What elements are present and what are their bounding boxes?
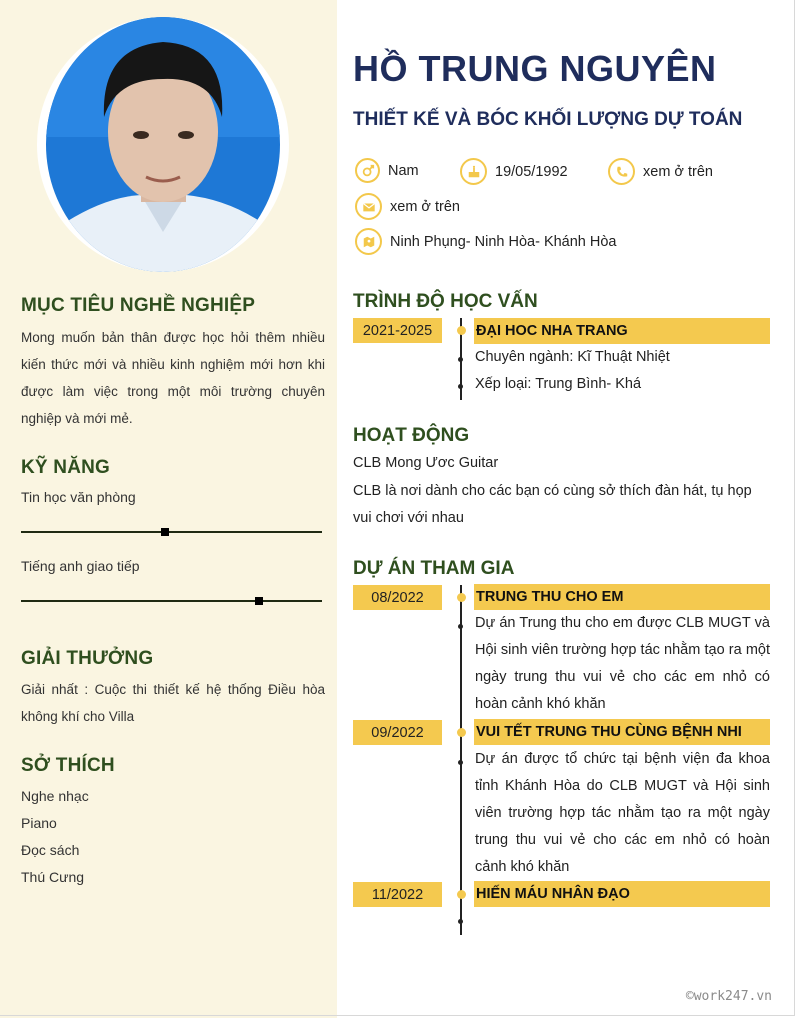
phone-value: xem ở trên xyxy=(643,163,713,180)
awards-text: Giải nhất : Cuộc thi thiết kế hệ thống Điều hòa không khí cho Villa xyxy=(21,682,325,724)
address-value: Ninh Phụng- Ninh Hòa- Khánh Hòa xyxy=(390,233,617,250)
project-date: 08/2022 xyxy=(353,585,442,610)
project-title: HIẾN MÁU NHÂN ĐẠO xyxy=(474,881,770,907)
email-value: xem ở trên xyxy=(390,198,460,215)
project-date: 09/2022 xyxy=(353,720,442,745)
project-title: TRUNG THU CHO EM xyxy=(474,584,770,610)
birthday-value: 19/05/1992 xyxy=(495,163,568,180)
skill-label: Tin học văn phòng xyxy=(21,489,136,505)
hobbies-heading: SỞ THÍCH xyxy=(21,755,115,776)
skill-label: Tiếng anh giao tiếp xyxy=(21,558,140,574)
hobby-item: Đọc sách xyxy=(21,842,80,858)
education-school: ĐẠI HOC NHA TRANG xyxy=(474,318,770,344)
objective-text: Mong muốn bản thân được học hỏi thêm nhiều kiến thức mới và nhiều kinh nghiệm mới hơn khi được làm việc trong một môi trường chuyên nghiệp và mới mẻ. xyxy=(21,330,325,426)
objective-heading: MỤC TIÊU NGHỀ NGHIỆP xyxy=(21,295,256,316)
project-description: Dự án Trung thu cho em được CLB MUGT và Hội sinh viên trường hợp tác nhằm tạo ra một ngày trung thu vui vẻ cho các em nhỏ có hoàn cảnh khó khăn xyxy=(475,615,770,712)
awards-heading: GIẢI THƯỞNG xyxy=(21,648,154,669)
education-detail: Xếp loại: Trung Bình- Khá xyxy=(475,376,642,392)
candidate-role: THIẾT KẾ VÀ BÓC KHỐI LƯỢNG DỰ TOÁN xyxy=(353,109,743,130)
watermark: ©work247.vn xyxy=(685,989,772,1004)
project-date: 11/2022 xyxy=(353,882,442,907)
project-description: Dự án được tổ chức tại bệnh viện đa khoa tỉnh Khánh Hòa do CLB MUGT và Hội sinh viên trường hợp tác nhằm tạo ra một ngày trung thu vui vẻ cho các em nhỏ có hoàn cảnh khó khăn xyxy=(475,751,770,875)
project-title: VUI TẾT TRUNG THU CÙNG BỆNH NHI xyxy=(474,719,770,745)
candidate-name: HỒ TRUNG NGUYÊN xyxy=(353,48,717,89)
hobby-item: Thú Cưng xyxy=(21,869,85,885)
gender-value: Nam xyxy=(388,162,419,179)
education-heading: TRÌNH ĐỘ HỌC VẤN xyxy=(353,291,538,312)
activities-heading: HOẠT ĐỘNG xyxy=(353,425,470,446)
hobby-item: Nghe nhạc xyxy=(21,788,89,804)
hobby-item: Piano xyxy=(21,815,57,831)
activity-description: CLB là nơi dành cho các bạn có cùng sở thích đàn hát, tụ họp vui chơi với nhau xyxy=(353,483,752,526)
skills-heading: KỸ NĂNG xyxy=(21,457,111,478)
education-detail: Chuyên ngành: Kĩ Thuật Nhiệt xyxy=(475,349,670,365)
education-date: 2021-2025 xyxy=(353,318,442,343)
projects-heading: DỰ ÁN THAM GIA xyxy=(353,558,515,579)
activity-club: CLB Mong Ươc Guitar xyxy=(353,455,499,471)
